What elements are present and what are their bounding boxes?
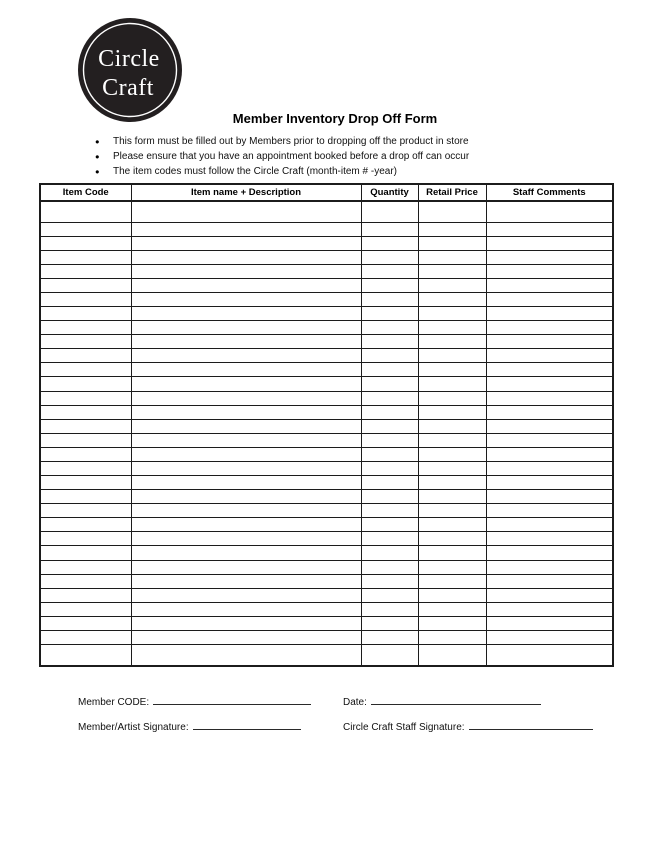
table-cell-retail-price [418,405,486,419]
table-row [40,588,613,602]
table-cell-staff-comments [486,532,613,546]
table-cell-item-name-description [131,391,361,405]
table-cell-quantity [361,433,418,447]
table-cell-staff-comments [486,363,613,377]
table-cell-item-code [40,616,131,630]
table-cell-retail-price [418,616,486,630]
table-cell-staff-comments [486,321,613,335]
table-cell-quantity [361,307,418,321]
table-cell-retail-price [418,278,486,292]
inventory-table [39,183,614,667]
table-cell-staff-comments [486,504,613,518]
table-cell-item-code [40,349,131,363]
table-cell-item-code [40,293,131,307]
table-row [40,377,613,391]
table-cell-item-code [40,419,131,433]
table-cell-staff-comments [486,391,613,405]
table-cell-item-code [40,236,131,250]
table-row [40,293,613,307]
table-cell-item-name-description [131,321,361,335]
table-cell-staff-comments [486,264,613,278]
table-cell-retail-price [418,363,486,377]
table-cell-item-code [40,602,131,616]
table-cell-staff-comments [486,630,613,644]
table-cell-quantity [361,560,418,574]
table-row [40,476,613,490]
staff-signature-group [343,718,593,733]
table-cell-retail-price [418,335,486,349]
table-cell-item-code [40,490,131,504]
table-cell-quantity [361,447,418,461]
table-cell-staff-comments [486,546,613,560]
table-cell-item-code [40,518,131,532]
table-cell-item-code [40,250,131,264]
column-header-staff-comments: Staff Comments [486,184,613,201]
table-row [40,321,613,335]
table-row [40,616,613,630]
table-cell-item-name-description [131,574,361,588]
table-cell-item-name-description [131,377,361,391]
table-cell-quantity [361,222,418,236]
table-cell-item-name-description [131,250,361,264]
table-cell-retail-price [418,518,486,532]
table-cell-item-code [40,335,131,349]
table-cell-quantity [361,532,418,546]
logo-text-line1: Circle [98,46,160,72]
table-cell-item-code [40,630,131,644]
table-cell-retail-price [418,574,486,588]
table-cell-staff-comments [486,644,613,666]
table-cell-retail-price [418,532,486,546]
table-cell-retail-price [418,433,486,447]
table-row [40,391,613,405]
logo-text-line2: Craft [102,75,154,101]
table-cell-item-name-description [131,461,361,475]
table-row [40,307,613,321]
table-cell-staff-comments [486,236,613,250]
table-cell-item-name-description [131,293,361,307]
table-row [40,532,613,546]
column-header-item-name-description: Item name + Description [131,184,361,201]
table-cell-quantity [361,644,418,666]
table-cell-item-name-description [131,363,361,377]
table-cell-retail-price [418,307,486,321]
table-cell-quantity [361,518,418,532]
table-cell-retail-price [418,560,486,574]
table-cell-quantity [361,490,418,504]
table-row [40,222,613,236]
table-cell-quantity [361,616,418,630]
table-cell-staff-comments [486,476,613,490]
member-signature-label: Member/Artist Signature: [78,722,189,733]
table-row [40,447,613,461]
table-cell-quantity [361,391,418,405]
table-cell-staff-comments [486,250,613,264]
table-cell-item-name-description [131,644,361,666]
table-cell-item-name-description [131,405,361,419]
table-cell-item-name-description [131,335,361,349]
table-cell-staff-comments [486,588,613,602]
table-cell-item-name-description [131,264,361,278]
table-cell-quantity [361,250,418,264]
table-cell-item-code [40,588,131,602]
table-cell-staff-comments [486,278,613,292]
table-cell-staff-comments [486,518,613,532]
table-cell-item-code [40,461,131,475]
table-cell-item-code [40,476,131,490]
staff-signature-label: Circle Craft Staff Signature: [343,722,465,733]
table-cell-retail-price [418,321,486,335]
table-row [40,236,613,250]
table-cell-item-code [40,560,131,574]
table-cell-item-name-description [131,447,361,461]
table-cell-retail-price [418,461,486,475]
table-cell-retail-price [418,264,486,278]
table-row [40,546,613,560]
table-cell-item-code [40,201,131,222]
instruction-text: This form must be filled out by Members prior to dropping off the product in store [113,136,469,147]
table-cell-retail-price [418,644,486,666]
table-cell-retail-price [418,236,486,250]
column-header-retail-price: Retail Price [418,184,486,201]
table-cell-item-code [40,264,131,278]
table-cell-item-name-description [131,560,361,574]
table-row [40,630,613,644]
column-header-item-code: Item Code [40,184,131,201]
table-cell-quantity [361,201,418,222]
table-cell-staff-comments [486,602,613,616]
member-code-group [78,693,311,708]
table-row [40,335,613,349]
table-row [40,574,613,588]
table-cell-item-code [40,222,131,236]
table-cell-staff-comments [486,616,613,630]
table-header-row [40,184,613,201]
table-cell-quantity [361,278,418,292]
table-cell-retail-price [418,201,486,222]
table-cell-retail-price [418,293,486,307]
table-row [40,405,613,419]
table-row [40,433,613,447]
table-cell-quantity [361,377,418,391]
table-cell-retail-price [418,630,486,644]
table-row [40,264,613,278]
bullet-icon: ● [95,137,100,146]
table-row [40,201,613,222]
table-cell-quantity [361,504,418,518]
table-cell-item-name-description [131,504,361,518]
table-cell-item-name-description [131,201,361,222]
bullet-icon: ● [95,152,100,162]
column-header-quantity: Quantity [361,184,418,201]
table-cell-retail-price [418,476,486,490]
table-cell-item-code [40,391,131,405]
circle-craft-logo [75,15,185,125]
table-cell-retail-price [418,602,486,616]
page-title: Member Inventory Drop Off Form [232,111,438,126]
table-cell-item-name-description [131,490,361,504]
table-cell-retail-price [418,250,486,264]
table-cell-staff-comments [486,433,613,447]
circle-craft-logo-graphic [75,15,185,125]
table-cell-item-code [40,504,131,518]
instruction-item [95,164,469,179]
table-cell-item-name-description [131,588,361,602]
instruction-list [95,134,469,180]
table-row [40,504,613,518]
table-cell-staff-comments [486,447,613,461]
table-cell-retail-price [418,490,486,504]
table-cell-quantity [361,335,418,349]
table-cell-staff-comments [486,461,613,475]
table-cell-retail-price [418,222,486,236]
table-cell-quantity [361,264,418,278]
table-cell-item-name-description [131,630,361,644]
table-cell-quantity [361,574,418,588]
bullet-icon: ● [95,167,100,177]
instruction-text: Please ensure that you have an appointment booked before a drop off can occur [113,151,470,163]
table-cell-item-name-description [131,602,361,616]
table-cell-item-code [40,532,131,546]
table-cell-retail-price [418,546,486,560]
table-row [40,560,613,574]
table-cell-retail-price [418,349,486,363]
table-cell-staff-comments [486,335,613,349]
table-cell-quantity [361,630,418,644]
table-cell-item-name-description [131,616,361,630]
table-row [40,419,613,433]
table-cell-retail-price [418,447,486,461]
table-row [40,349,613,363]
table-row [40,278,613,292]
table-cell-quantity [361,405,418,419]
table-cell-staff-comments [486,419,613,433]
table-cell-staff-comments [486,307,613,321]
table-cell-retail-price [418,588,486,602]
table-cell-item-name-description [131,518,361,532]
table-row [40,518,613,532]
table-cell-item-code [40,574,131,588]
table-cell-quantity [361,476,418,490]
instruction-item [95,149,469,164]
table-cell-staff-comments [486,405,613,419]
table-cell-item-name-description [131,476,361,490]
table-cell-quantity [361,546,418,560]
table-cell-item-name-description [131,546,361,560]
instruction-item [95,134,469,149]
table-cell-quantity [361,419,418,433]
inventory-table-body [40,201,613,666]
table-cell-quantity [361,363,418,377]
table-cell-item-name-description [131,532,361,546]
table-cell-item-name-description [131,433,361,447]
table-cell-item-code [40,377,131,391]
table-cell-item-name-description [131,419,361,433]
table-cell-quantity [361,588,418,602]
table-cell-retail-price [418,419,486,433]
table-row [40,644,613,666]
table-cell-item-code [40,363,131,377]
table-cell-item-code [40,321,131,335]
table-row [40,363,613,377]
member-code-blank-line [153,693,311,705]
table-cell-item-code [40,644,131,666]
instruction-text: The item codes must follow the Circle Craft (month-item # -year) [113,166,397,178]
table-cell-item-name-description [131,349,361,363]
member-signature-blank-line [193,718,301,730]
table-cell-quantity [361,602,418,616]
table-cell-item-name-description [131,307,361,321]
table-cell-quantity [361,236,418,250]
table-cell-staff-comments [486,222,613,236]
table-cell-quantity [361,349,418,363]
table-cell-staff-comments [486,349,613,363]
table-cell-staff-comments [486,377,613,391]
table-cell-quantity [361,461,418,475]
date-group [343,693,541,708]
table-cell-item-code [40,433,131,447]
member-signature-group [78,718,301,733]
staff-signature-blank-line [469,718,593,730]
table-row [40,250,613,264]
table-cell-retail-price [418,377,486,391]
table-cell-staff-comments [486,490,613,504]
table-cell-item-code [40,405,131,419]
table-cell-item-name-description [131,236,361,250]
date-label: Date: [343,697,367,708]
date-blank-line [371,693,541,705]
table-cell-staff-comments [486,201,613,222]
table-cell-item-code [40,278,131,292]
table-row [40,461,613,475]
table-cell-quantity [361,321,418,335]
table-cell-retail-price [418,391,486,405]
table-cell-staff-comments [486,574,613,588]
table-cell-item-code [40,447,131,461]
table-row [40,490,613,504]
member-code-label: Member CODE: [78,697,150,708]
table-cell-item-code [40,307,131,321]
table-cell-item-name-description [131,222,361,236]
table-cell-staff-comments [486,293,613,307]
table-cell-item-name-description [131,278,361,292]
table-cell-quantity [361,293,418,307]
table-row [40,602,613,616]
table-cell-retail-price [418,504,486,518]
table-cell-item-code [40,546,131,560]
table-cell-staff-comments [486,560,613,574]
